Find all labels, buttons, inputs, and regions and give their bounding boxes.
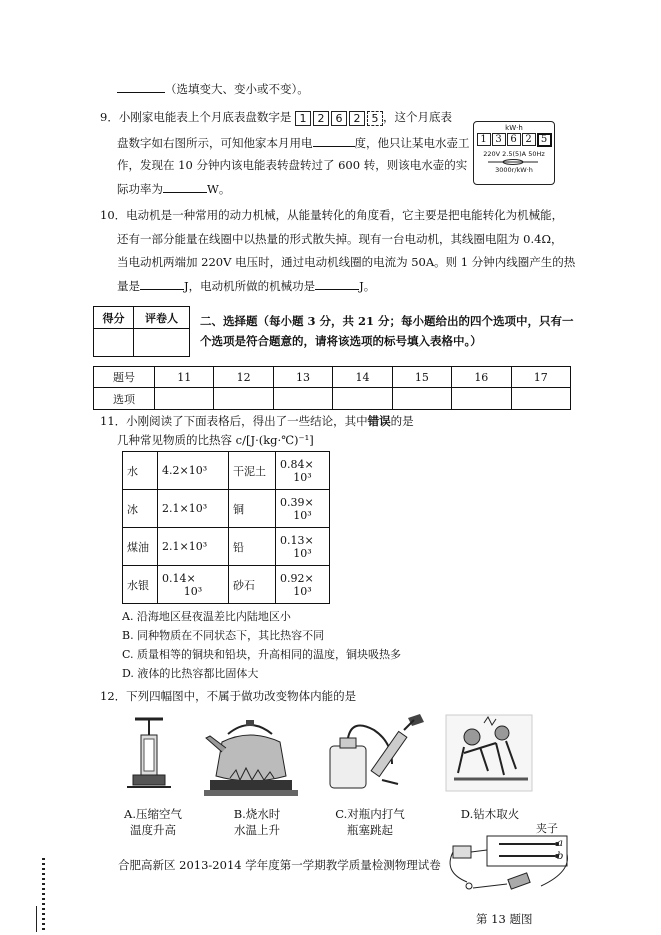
question-10-line3: 当电动机两端加 220V 电压时，通过电动机线圈的电流为 50A。则 1 分钟内线圈产生的热 <box>117 255 576 269</box>
question-9-line3: 作，发现在 10 分钟内该电能表转盘转过了 600 转，则该电水壶的实 <box>117 158 468 172</box>
caption-b: B.烧水时 水温上升 <box>233 807 281 837</box>
caption-d: D.钻木取火 <box>460 807 520 821</box>
page-footer: 合肥高新区 2013-2014 学年度第一学期教学质量检测物理试卷 <box>118 858 441 872</box>
score-box <box>93 306 190 357</box>
option-c[interactable]: C. 质量相等的铜块和铅块，升高相同的温度，铜块吸热多 <box>122 648 402 661</box>
heat-table-caption: 几种常见物质的比热容 c/[J·(kg·℃)⁻¹] <box>117 433 314 447</box>
kettle-figure <box>200 712 302 800</box>
question-9-line4: 际功率为 W。 <box>117 182 231 196</box>
answer-table: 题号 11 12 13 14 15 16 17 选项 <box>93 366 571 410</box>
grader-cell[interactable] <box>134 329 190 357</box>
answer-blank[interactable] <box>140 277 184 290</box>
section-2-heading-line1: 二、选择题（每小题 3 分，共 21 分；每小题给出的四个选项中，只有一 <box>200 314 574 328</box>
answer-blank[interactable] <box>117 80 165 93</box>
prev-meter-digits: 1 2 6 2 5 <box>295 111 383 126</box>
answer-table-option-label: 选项 <box>94 388 155 410</box>
hint-text: （选填变大、变小或不变）。 <box>165 82 309 96</box>
score-label: 得分 <box>94 307 134 329</box>
terminal-a-label: a <box>557 838 563 849</box>
question-10-line1: 10．电动机是一种常用的动力机械，从能量转化的角度看，它主要是把电能转化为机械能， <box>100 208 564 222</box>
question-9-line2: 盘数字如右图所示，可知他家本月用电 度，他只让某电水壶工 <box>117 136 470 150</box>
circuit-figure <box>445 832 573 908</box>
air-pump-figure <box>125 713 175 791</box>
answer-blank[interactable] <box>313 134 355 147</box>
question-11-stem: 11．小刚阅读了下面表格后，得出了一些结论，其中错误的是 <box>100 414 414 428</box>
binding-margin-line <box>42 858 45 930</box>
caption-a: A.压缩空气 温度升高 <box>124 807 182 837</box>
answer-cell[interactable] <box>155 388 214 410</box>
answer-table-header-label: 题号 <box>94 367 155 388</box>
question-12-stem: 12．下列四幅图中，不属于做功改变物体内能的是 <box>100 689 357 703</box>
answer-blank[interactable] <box>315 277 359 290</box>
binding-margin-bar <box>36 906 37 932</box>
terminal-b-label: b <box>557 851 564 862</box>
option-d[interactable]: D. 液体的比热容都比固体大 <box>122 667 259 680</box>
fill-line-top <box>117 80 309 97</box>
answer-cell[interactable] <box>392 388 451 410</box>
drilling-wood-figure <box>444 713 534 793</box>
q13-figure-caption: 第 13 题图 <box>476 912 533 926</box>
meter-disc-icon <box>474 158 552 166</box>
answer-cell[interactable] <box>214 388 273 410</box>
section-2-heading-line2: 个选项是符合题意的，请将该选项的标号填入表格中。） <box>200 334 482 348</box>
meter-digits: 1 3 6 2 5 <box>474 133 554 147</box>
clip-label: 夹子 <box>536 822 558 835</box>
caption-c: C.对瓶内打气 瓶塞跳起 <box>335 807 405 837</box>
question-10-line2: 还有一部分能量在线圈中以热量的形式散失掉。现有一台电动机，其线圈电阻为 0.4Ω， <box>117 232 563 246</box>
answer-blank[interactable] <box>163 180 207 193</box>
question-10-line4: 量是 J，电动机所做的机械功是 J。 <box>117 279 376 293</box>
answer-cell[interactable] <box>452 388 511 410</box>
answer-cell[interactable] <box>333 388 392 410</box>
energy-meter-figure: kW·h 1 3 6 2 5 220V 2.5(5)A 50Hz 3000r/kW·h <box>473 121 555 185</box>
answer-cell[interactable] <box>511 388 570 410</box>
specific-heat-table: 水 4.2×10³ 干泥土 0.84× 10³ 冰 2.1×10³ 铜 0.39× 10³ 煤油 2.1×10³ 铅 0.13× 10³ 水银 0.14× 10³ 砂石 0.92× 10³ <box>122 451 330 604</box>
answer-cell[interactable] <box>273 388 332 410</box>
option-a[interactable]: A. 沿海地区昼夜温差比内陆地区小 <box>122 610 291 623</box>
grader-label: 评卷人 <box>134 307 190 329</box>
mercury-value-line2: 10³ <box>183 584 203 598</box>
option-b[interactable]: B. 同种物质在不同状态下，其比热容不同 <box>122 629 325 642</box>
question-9-line1: 9．小刚家电能表上个月底表盘数字是 1 2 6 2 5 ，这个月底表 <box>100 110 452 125</box>
mercury-value-line1: 0.14× <box>162 571 196 585</box>
score-cell[interactable] <box>94 329 134 357</box>
bottle-pump-figure <box>322 712 430 792</box>
